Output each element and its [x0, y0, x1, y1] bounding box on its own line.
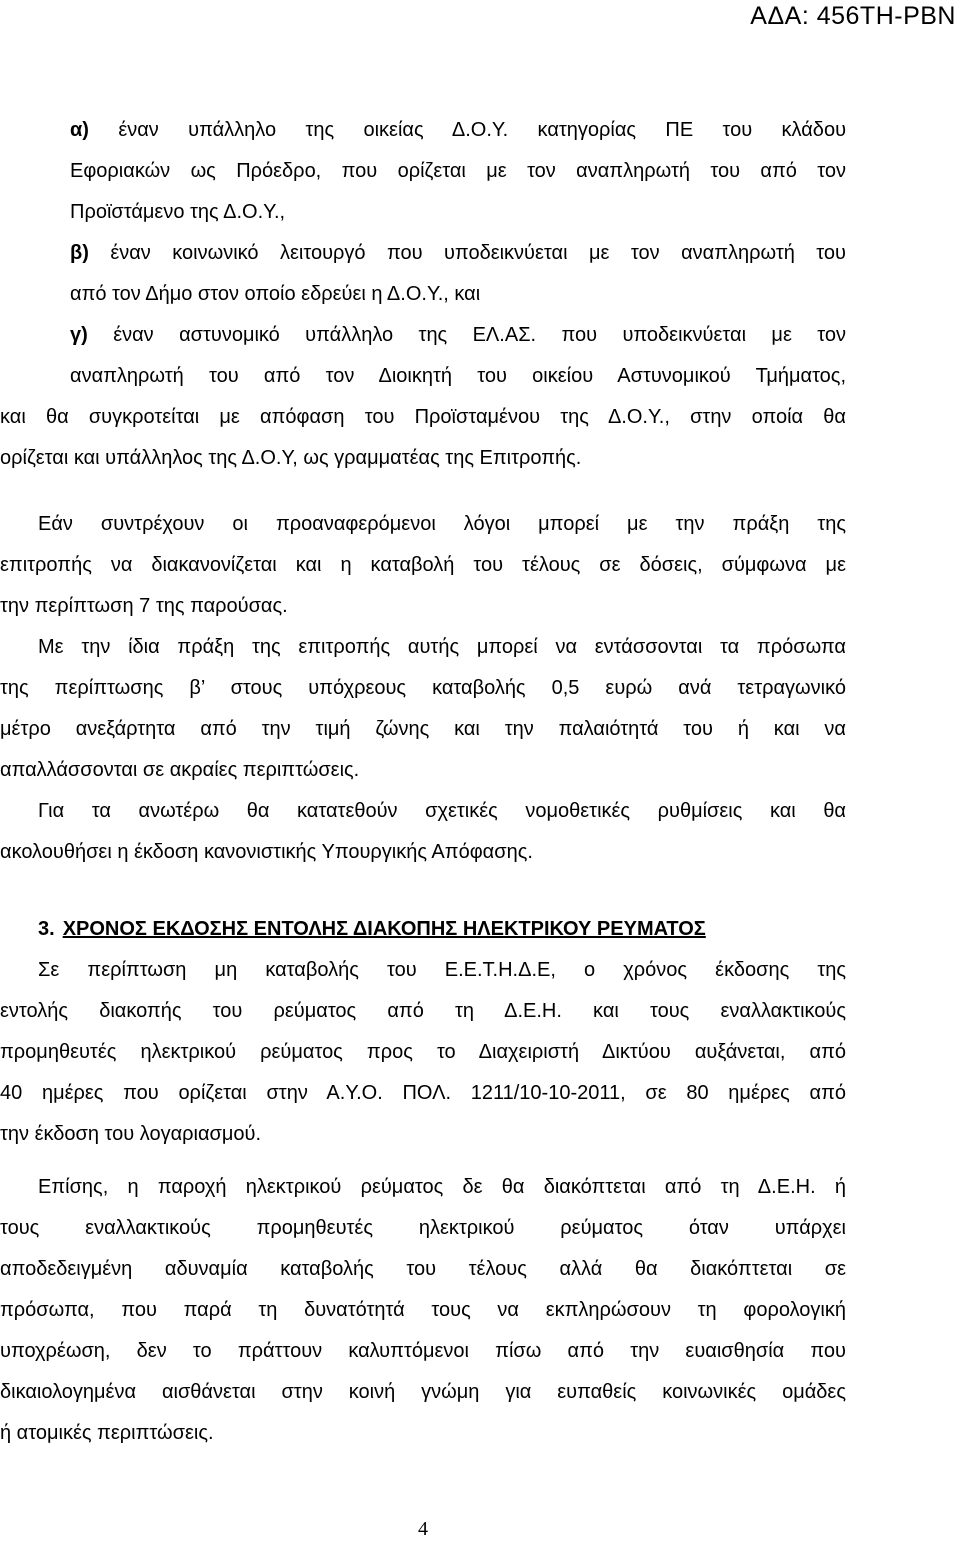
paragraph-3-line-2: ακολουθήσει η έκδοση κανονιστικής Υπουργικής Απόφασης.	[0, 841, 533, 863]
paragraph-regulations	[0, 791, 846, 873]
section-3-p2-line-2: τους εναλλακτικούς προμηθευτές ηλεκτρικού ρεύματος όταν υπάρχει	[0, 1217, 846, 1239]
list-item-a-line-1	[0, 110, 846, 151]
list-item-b	[0, 233, 846, 315]
list-item-c	[0, 315, 846, 479]
paragraph-1-line-1: Εάν συντρέχουν οι προαναφερόμενοι λόγοι μπορεί με την πράξη της	[38, 513, 846, 535]
section-3-p2-line-6: δικαιολογημένα αισθάνεται στην κοινή γνώμη για ευπαθείς κοινωνικές ομάδες	[0, 1381, 846, 1403]
section-3-p1-line-3: προμηθευτές ηλεκτρικού ρεύματος προς το Διαχειριστή Δικτύου αυξάνεται, από	[0, 1041, 846, 1063]
section-3-heading	[0, 909, 846, 950]
list-marker-a: α)	[70, 119, 89, 141]
list-item-a-text-1: έναν υπάλληλο της οικείας Δ.Ο.Υ. κατηγορίας ΠΕ του κλάδου	[118, 119, 847, 141]
paragraph-1-line-2: επιτροπής να διακανονίζεται και η καταβολή του τέλους σε δόσεις, σύμφωνα με	[0, 554, 846, 576]
section-3-p1-line-4: 40 ημέρες που ορίζεται στην Α.Υ.Ο. ΠΟΛ. 1211/10-10-2011, σε 80 ημέρες από	[0, 1082, 846, 1104]
list-item-c-line-2: αναπληρωτή του από τον Διοικητή του οικείου Αστυνομικού Τμήματος,	[70, 365, 846, 387]
list-tail-line-1: και θα συγκροτείται με απόφαση του Προϊσταμένου της Δ.Ο.Υ., στην οποία θα	[0, 406, 846, 428]
section-3-p1-line-5: την έκδοση του λογαριασμού.	[0, 1123, 262, 1145]
section-3-p2-line-3: αποδεδειγμένη αδυναμία καταβολής του τέλους αλλά θα διακόπτεται σε	[0, 1258, 846, 1280]
paragraph-installments	[0, 504, 846, 627]
paragraph-1-line-3: την περίπτωση 7 της παρούσας.	[0, 595, 288, 617]
section-3-paragraph-2	[0, 1167, 846, 1454]
paragraph-exemptions	[0, 627, 846, 791]
section-3-p2-line-5: υποχρέωση, δεν το πράττουν καλυπτόμενοι πίσω από την ευαισθησία που	[0, 1340, 846, 1362]
paragraph-2-line-4: απαλλάσσονται σε ακραίες περιπτώσεις.	[0, 759, 360, 781]
section-3-title: ΧΡΟΝΟΣ ΕΚΔΟΣΗΣ ΕΝΤΟΛΗΣ ΔΙΑΚΟΠΗΣ ΗΛΕΚΤΡΙΚΟΥ ΡΕΥΜΑΤΟΣ	[62, 918, 706, 940]
paragraph-2-line-1: Με την ίδια πράξη της επιτροπής αυτής μπορεί να εντάσσονται τα πρόσωπα	[38, 636, 846, 658]
paragraph-3-line-1: Για τα ανωτέρω θα κατατεθούν σχετικές νομοθετικές ρυθμίσεις και θα	[38, 800, 846, 822]
section-3-paragraph-1	[0, 950, 846, 1155]
document-body	[0, 110, 846, 1454]
document-id: ΑΔΑ: 456ΤΗ-ΡΒΝ	[750, 2, 956, 30]
list-item-b-line-1	[0, 233, 846, 274]
list-item-a-line-3: Προϊστάμενο της Δ.Ο.Υ.,	[70, 201, 286, 223]
paragraph-2-line-2: της περίπτωσης β’ στους υπόχρεους καταβολής 0,5 ευρώ ανά τετραγωνικό	[0, 677, 846, 699]
list-item-c-text-1: έναν αστυνομικό υπάλληλο της ΕΛ.ΑΣ. που υποδεικνύεται με τον	[113, 324, 846, 346]
list-tail-line-2: ορίζεται και υπάλληλος της Δ.Ο.Υ, ως γραμματέας της Επιτροπής.	[0, 447, 582, 469]
section-3-p2-line-7: ή ατομικές περιπτώσεις.	[0, 1422, 214, 1444]
paragraph-2-line-3: μέτρο ανεξάρτητα από την τιμή ζώνης και την παλαιότητά του ή και να	[0, 718, 846, 740]
section-3-p1-line-1: Σε περίπτωση μη καταβολής του Ε.Ε.Τ.Η.Δ.Ε, ο χρόνος έκδοσης της	[38, 959, 846, 981]
section-3-p1-line-2: εντολής διακοπής του ρεύματος από τη Δ.Ε.Η. και τους εναλλακτικούς	[0, 1000, 846, 1022]
list-marker-c: γ)	[70, 324, 88, 346]
section-3-p2-line-4: πρόσωπα, που παρά τη δυνατότητά τους να εκπληρώσουν τη φορολογική	[0, 1299, 846, 1321]
list-item-a-line-2: Εφοριακών ως Πρόεδρο, που ορίζεται με τον αναπληρωτή του από τον	[70, 160, 846, 182]
page-number: 4	[418, 1518, 428, 1540]
list-item-a	[0, 110, 846, 233]
list-marker-b: β)	[70, 242, 89, 264]
section-3-number: 3.	[38, 918, 55, 940]
section-3-p2-line-1: Επίσης, η παροχή ηλεκτρικού ρεύματος δε θα διακόπτεται από τη Δ.Ε.Η. ή	[38, 1176, 846, 1198]
list-item-b-line-2: από τον Δήμο στον οποίο εδρεύει η Δ.Ο.Υ., και	[70, 283, 481, 305]
list-item-c-line-1	[0, 315, 846, 356]
list-item-b-text-1: έναν κοινωνικό λειτουργό που υποδεικνύεται με τον αναπληρωτή του	[110, 242, 846, 264]
